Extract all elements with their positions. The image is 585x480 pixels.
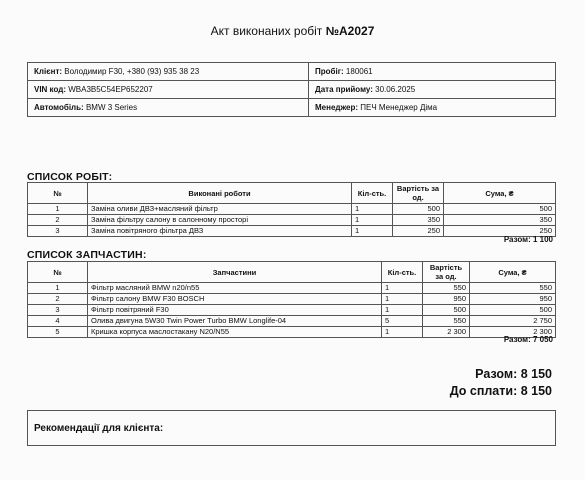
works-cell-num: 2 [28,215,88,226]
date-value: 30.06.2025 [375,85,416,94]
works-subtotal: Разом: 1 100 [503,235,553,244]
parts-cell-num: 4 [28,316,88,327]
parts-cell-sum: 950 [470,294,556,305]
parts-col-num: № [28,262,88,283]
client-cell [28,63,309,81]
mileage-value: 180061 [345,67,373,76]
car-value: BMW 3 Series [85,103,138,112]
works-cell-num: 3 [28,226,88,237]
works-section-title: СПИСОК РОБІТ: [27,171,113,183]
vin-value: WBA3B5C54EP652207 [68,85,153,94]
manager-value: ПЕЧ Менеджер Діма [360,103,438,112]
works-cell-price: 250 [393,226,444,237]
works-cell-qty: 1 [352,215,393,226]
parts-cell-sum: 500 [470,305,556,316]
works-cell-name: Заміна повітряного фільтра ДВЗ [88,226,352,237]
works-cell-name: Заміна фільтру салону в салонному просторі [88,215,352,226]
vin-cell [28,81,309,99]
parts-cell-num: 1 [28,283,88,294]
parts-cell-num: 3 [28,305,88,316]
parts-cell-qty: 1 [382,327,423,338]
parts-cell-qty: 1 [382,294,423,305]
works-cell-price: 350 [393,215,444,226]
date-cell [309,81,556,99]
parts-cell-qty: 1 [382,305,423,316]
parts-col-price: Вартість за од. [423,262,470,283]
vin-label: VIN код: [34,85,66,94]
title-prefix: Акт виконаних робіт [210,24,326,38]
parts-cell-price: 2 300 [423,327,470,338]
works-cell-num: 1 [28,204,88,215]
parts-cell-price: 550 [423,316,470,327]
table-row [28,327,556,338]
parts-cell-sum: 550 [470,283,556,294]
table-row [28,294,556,305]
table-row [28,305,556,316]
works-col-name: Виконані роботи [88,183,352,204]
parts-col-qty: Кіл-сть. [382,262,423,283]
parts-cell-name: Фільтр повітряний F30 [88,305,382,316]
works-cell-name: Заміна оливи ДВЗ+масляний фільтр [88,204,352,215]
parts-table [27,261,556,338]
document-title [0,24,585,38]
car-label: Автомобіль: [34,103,84,112]
works-table [27,182,556,237]
mileage-cell [309,63,556,81]
parts-cell-sum: 2 750 [470,316,556,327]
date-label: Дата прийому: [315,85,373,94]
parts-header-row [28,262,556,283]
table-row [28,204,556,215]
works-col-sum: Сума, ₴ [444,183,556,204]
parts-subtotal: Разом: 7 050 [503,335,553,344]
parts-section-title: СПИСОК ЗАПЧАСТИН: [27,249,147,261]
act-number: №A2027 [325,24,375,38]
parts-col-sum: Сума, ₴ [470,262,556,283]
parts-cell-qty: 5 [382,316,423,327]
mileage-label: Пробіг: [315,67,344,76]
info-row-vin [28,81,556,99]
amount-to-pay: До сплати: 8 150 [449,384,552,398]
info-table [27,62,556,117]
parts-cell-sum: 2 300 [470,327,556,338]
works-cell-qty: 1 [352,204,393,215]
parts-cell-name: Фільтр масляний BMW n20/n55 [88,283,382,294]
car-cell [28,99,309,117]
works-col-price: Вартість за од. [393,183,444,204]
recommendations-box [27,410,556,446]
parts-cell-name: Олива двигуна 5W30 Twin Power Turbo BMW Longlife-04 [88,316,382,327]
parts-cell-name: Фільтр салону BMW F30 BOSCH [88,294,382,305]
parts-cell-price: 550 [423,283,470,294]
grand-total: Разом: 8 150 [475,367,552,381]
works-col-qty: Кіл-сть. [352,183,393,204]
parts-cell-qty: 1 [382,283,423,294]
table-row [28,215,556,226]
works-cell-sum: 350 [444,215,556,226]
parts-cell-num: 2 [28,294,88,305]
parts-cell-num: 5 [28,327,88,338]
table-row [28,283,556,294]
recommendations-label: Рекомендації для клієнта: [34,423,164,434]
works-cell-price: 500 [393,204,444,215]
parts-cell-name: Кришка корпуса маслостакану N20/N55 [88,327,382,338]
works-col-num: № [28,183,88,204]
client-value: Володимир F30, +380 (93) 935 38 23 [64,67,200,76]
table-row [28,316,556,327]
info-row-client [28,63,556,81]
parts-cell-price: 950 [423,294,470,305]
works-header-row [28,183,556,204]
parts-cell-price: 500 [423,305,470,316]
works-cell-sum: 500 [444,204,556,215]
manager-cell [309,99,556,117]
works-cell-sum: 250 [444,226,556,237]
parts-col-name: Запчастини [88,262,382,283]
manager-label: Менеджер: [315,103,359,112]
works-cell-qty: 1 [352,226,393,237]
info-row-car [28,99,556,117]
table-row [28,226,556,237]
client-label: Клієнт: [34,67,63,76]
